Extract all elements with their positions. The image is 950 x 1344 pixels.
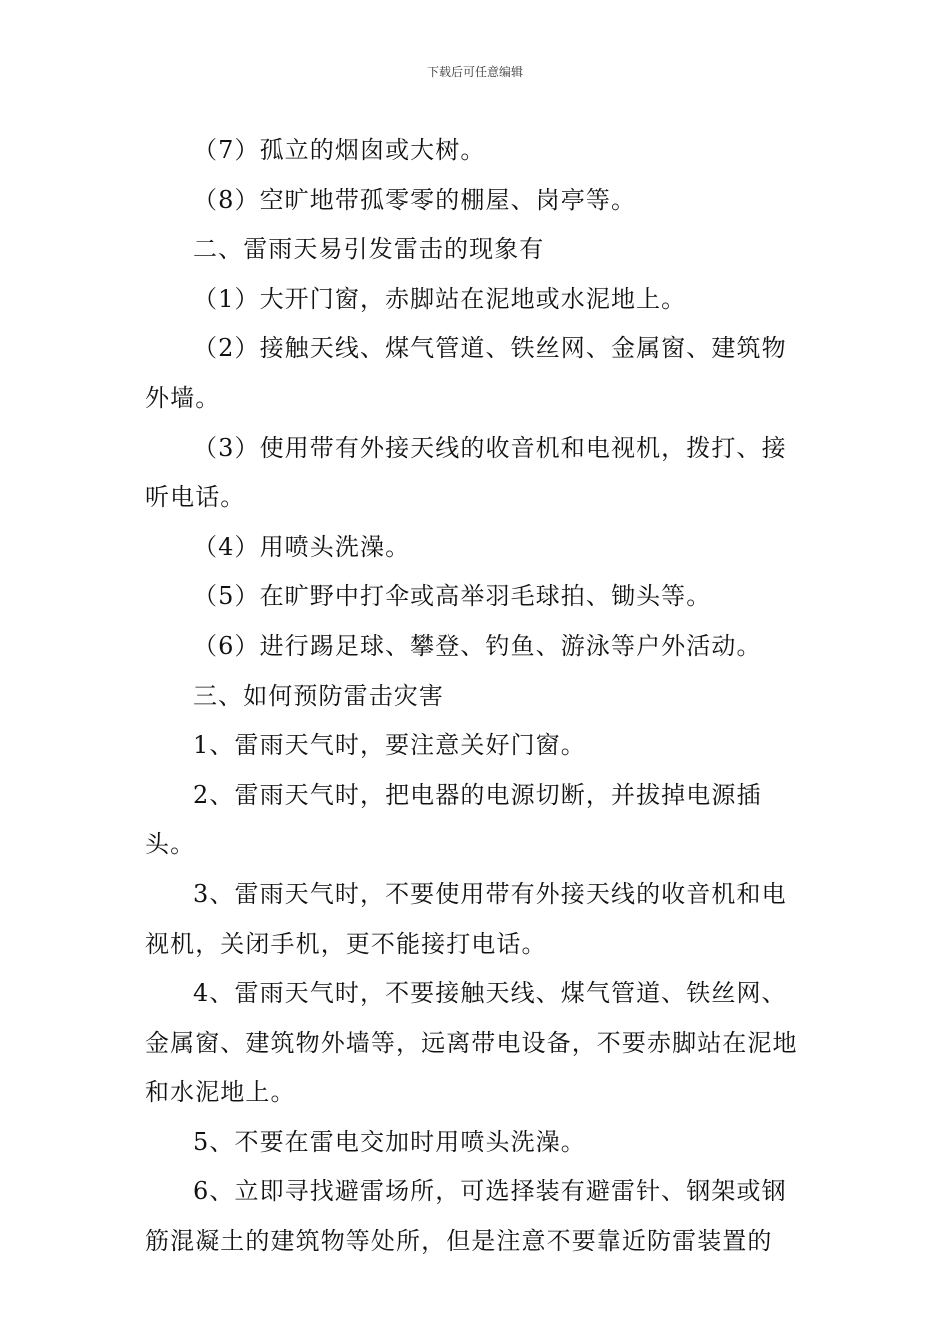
section-heading-2: 二、雷雨天易引发雷击的现象有 (193, 235, 545, 264)
paragraph-phenomenon-3: （3）使用带有外接天线的收音机和电视机，拨打、接听电话。 (145, 433, 787, 512)
paragraph-item-7: （7）孤立的烟囱或大树。 (193, 136, 486, 164)
document-body (145, 126, 809, 1267)
paragraph-phenomenon-2: （2）接触天线、煤气管道、铁丝网、金属窗、建筑物外墙。 (145, 334, 787, 412)
section-heading-3: 三、如何预防雷击灾害 (193, 681, 444, 710)
paragraph-phenomenon-1: （1）大开门窗，赤脚站在泥地或水泥地上。 (193, 284, 687, 313)
paragraph-phenomenon-4: （4）用喷头洗澡。 (193, 532, 411, 561)
paragraph-prevention-1: 1、雷雨天气时，要注意关好门窗。 (193, 731, 586, 760)
paragraph-prevention-3: 3、雷雨天气时，不要使用带有外接天线的收音机和电视机，关闭手机，更不能接打电话。 (145, 879, 787, 958)
paragraph-phenomenon-5: （5）在旷野中打伞或高举羽毛球拍、锄头等。 (193, 582, 712, 611)
page-header: 下载后可任意编辑 (426, 65, 523, 79)
paragraph-item-8: （8）空旷地带孤零零的棚屋、岗亭等。 (193, 185, 637, 214)
paragraph-prevention-4: 4、雷雨天气时，不要接触天线、煤气管道、铁丝网、金属窗、建筑物外墙等，远离带电设备，不要赤脚站在泥地和水泥地上。 (145, 979, 798, 1107)
paragraph-prevention-2: 2、雷雨天气时，把电器的电源切断，并拔掉电源插头。 (145, 780, 762, 859)
paragraph-prevention-5: 5、不要在雷电交加时用喷头洗澡。 (193, 1127, 586, 1156)
paragraph-prevention-6: 6、立即寻找避雷场所，可选择装有避雷针、钢架或钢筋混凝土的建筑物等处所，但是注意不要靠近防雷装置的 (145, 1177, 787, 1256)
paragraph-phenomenon-6: （6）进行踢足球、攀登、钓鱼、游泳等户外活动。 (193, 631, 762, 660)
